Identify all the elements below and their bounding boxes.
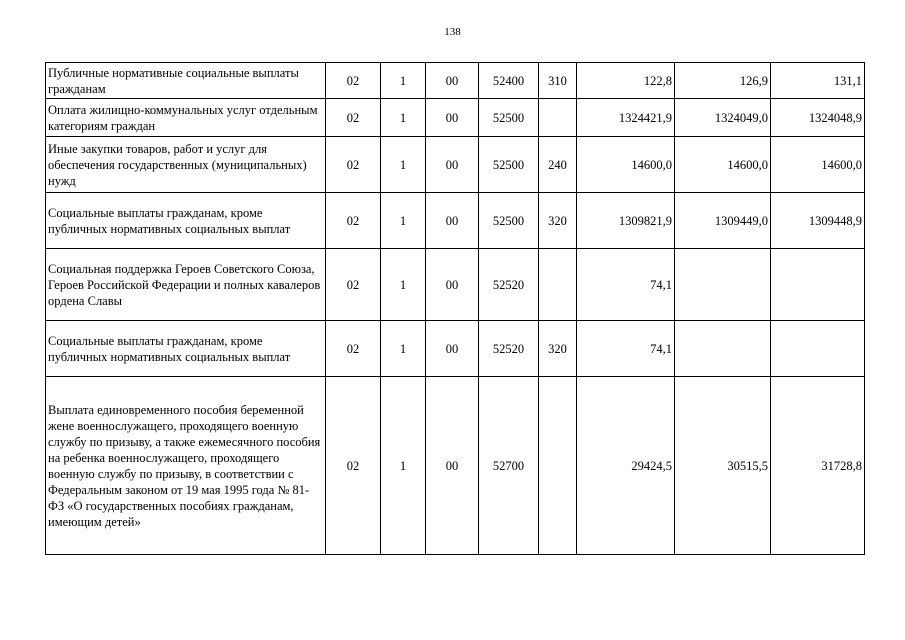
row-pr: 1 <box>381 377 426 555</box>
row-sum2: 30515,5 <box>675 377 771 555</box>
row-sum2 <box>675 321 771 377</box>
row-csr2: 52520 <box>479 321 539 377</box>
row-rz: 02 <box>326 137 381 193</box>
row-csr1: 00 <box>426 193 479 249</box>
row-sum2: 1324049,0 <box>675 99 771 137</box>
row-sum3: 14600,0 <box>771 137 865 193</box>
row-pr: 1 <box>381 137 426 193</box>
row-rz: 02 <box>326 377 381 555</box>
row-vr: 320 <box>539 321 577 377</box>
row-rz: 02 <box>326 63 381 99</box>
row-csr2: 52520 <box>479 249 539 321</box>
row-pr: 1 <box>381 193 426 249</box>
row-csr1: 00 <box>426 63 479 99</box>
table-row <box>46 63 865 99</box>
row-sum3: 131,1 <box>771 63 865 99</box>
row-sum1: 29424,5 <box>577 377 675 555</box>
row-vr: 240 <box>539 137 577 193</box>
row-csr1: 00 <box>426 321 479 377</box>
budget-table <box>45 62 865 555</box>
row-csr1: 00 <box>426 377 479 555</box>
row-sum2: 126,9 <box>675 63 771 99</box>
row-pr: 1 <box>381 63 426 99</box>
row-name: Оплата жилищно-коммунальных услуг отдельным категориям граждан <box>46 99 326 137</box>
row-csr2: 52500 <box>479 99 539 137</box>
table-row <box>46 137 865 193</box>
row-pr: 1 <box>381 249 426 321</box>
row-pr: 1 <box>381 321 426 377</box>
table-row <box>46 321 865 377</box>
row-sum3: 31728,8 <box>771 377 865 555</box>
row-rz: 02 <box>326 99 381 137</box>
row-pr: 1 <box>381 99 426 137</box>
row-sum3: 1324048,9 <box>771 99 865 137</box>
row-sum2: 1309449,0 <box>675 193 771 249</box>
row-vr <box>539 99 577 137</box>
row-csr2: 52700 <box>479 377 539 555</box>
row-sum3 <box>771 321 865 377</box>
row-sum1: 74,1 <box>577 321 675 377</box>
row-name: Публичные нормативные социальные выплаты гражданам <box>46 63 326 99</box>
table-row <box>46 99 865 137</box>
row-vr <box>539 249 577 321</box>
row-name: Выплата единовременного пособия беременной жене военнослужащего, проходящего военную службу по призыву, а также ежемесячного пособия на ребенка военнослужащего, проходящего военную службу по призыву, в соответствии с Федеральным законом от 19 мая 1995 года № 81-ФЗ «О государственных пособиях гражданам, имеющим детей» <box>46 377 326 555</box>
row-rz: 02 <box>326 249 381 321</box>
row-csr2: 52400 <box>479 63 539 99</box>
row-sum1: 122,8 <box>577 63 675 99</box>
row-name: Иные закупки товаров, работ и услуг для обеспечения государственных (муниципальных) нужд <box>46 137 326 193</box>
page-number: 138 <box>444 26 461 38</box>
table-row <box>46 377 865 555</box>
row-csr1: 00 <box>426 137 479 193</box>
row-csr2: 52500 <box>479 137 539 193</box>
row-vr <box>539 377 577 555</box>
row-sum1: 1309821,9 <box>577 193 675 249</box>
row-vr: 310 <box>539 63 577 99</box>
row-sum3: 1309448,9 <box>771 193 865 249</box>
row-sum1: 14600,0 <box>577 137 675 193</box>
row-sum2 <box>675 249 771 321</box>
row-name: Социальная поддержка Героев Советского Союза, Героев Российской Федерации и полных кавалеров ордена Славы <box>46 249 326 321</box>
table-row <box>46 193 865 249</box>
row-csr2: 52500 <box>479 193 539 249</box>
row-sum1: 1324421,9 <box>577 99 675 137</box>
row-csr1: 00 <box>426 249 479 321</box>
row-rz: 02 <box>326 193 381 249</box>
row-sum1: 74,1 <box>577 249 675 321</box>
row-name: Социальные выплаты гражданам, кроме публичных нормативных социальных выплат <box>46 321 326 377</box>
table-row <box>46 249 865 321</box>
row-name: Социальные выплаты гражданам, кроме публичных нормативных социальных выплат <box>46 193 326 249</box>
row-csr1: 00 <box>426 99 479 137</box>
row-vr: 320 <box>539 193 577 249</box>
row-rz: 02 <box>326 321 381 377</box>
row-sum2: 14600,0 <box>675 137 771 193</box>
row-sum3 <box>771 249 865 321</box>
